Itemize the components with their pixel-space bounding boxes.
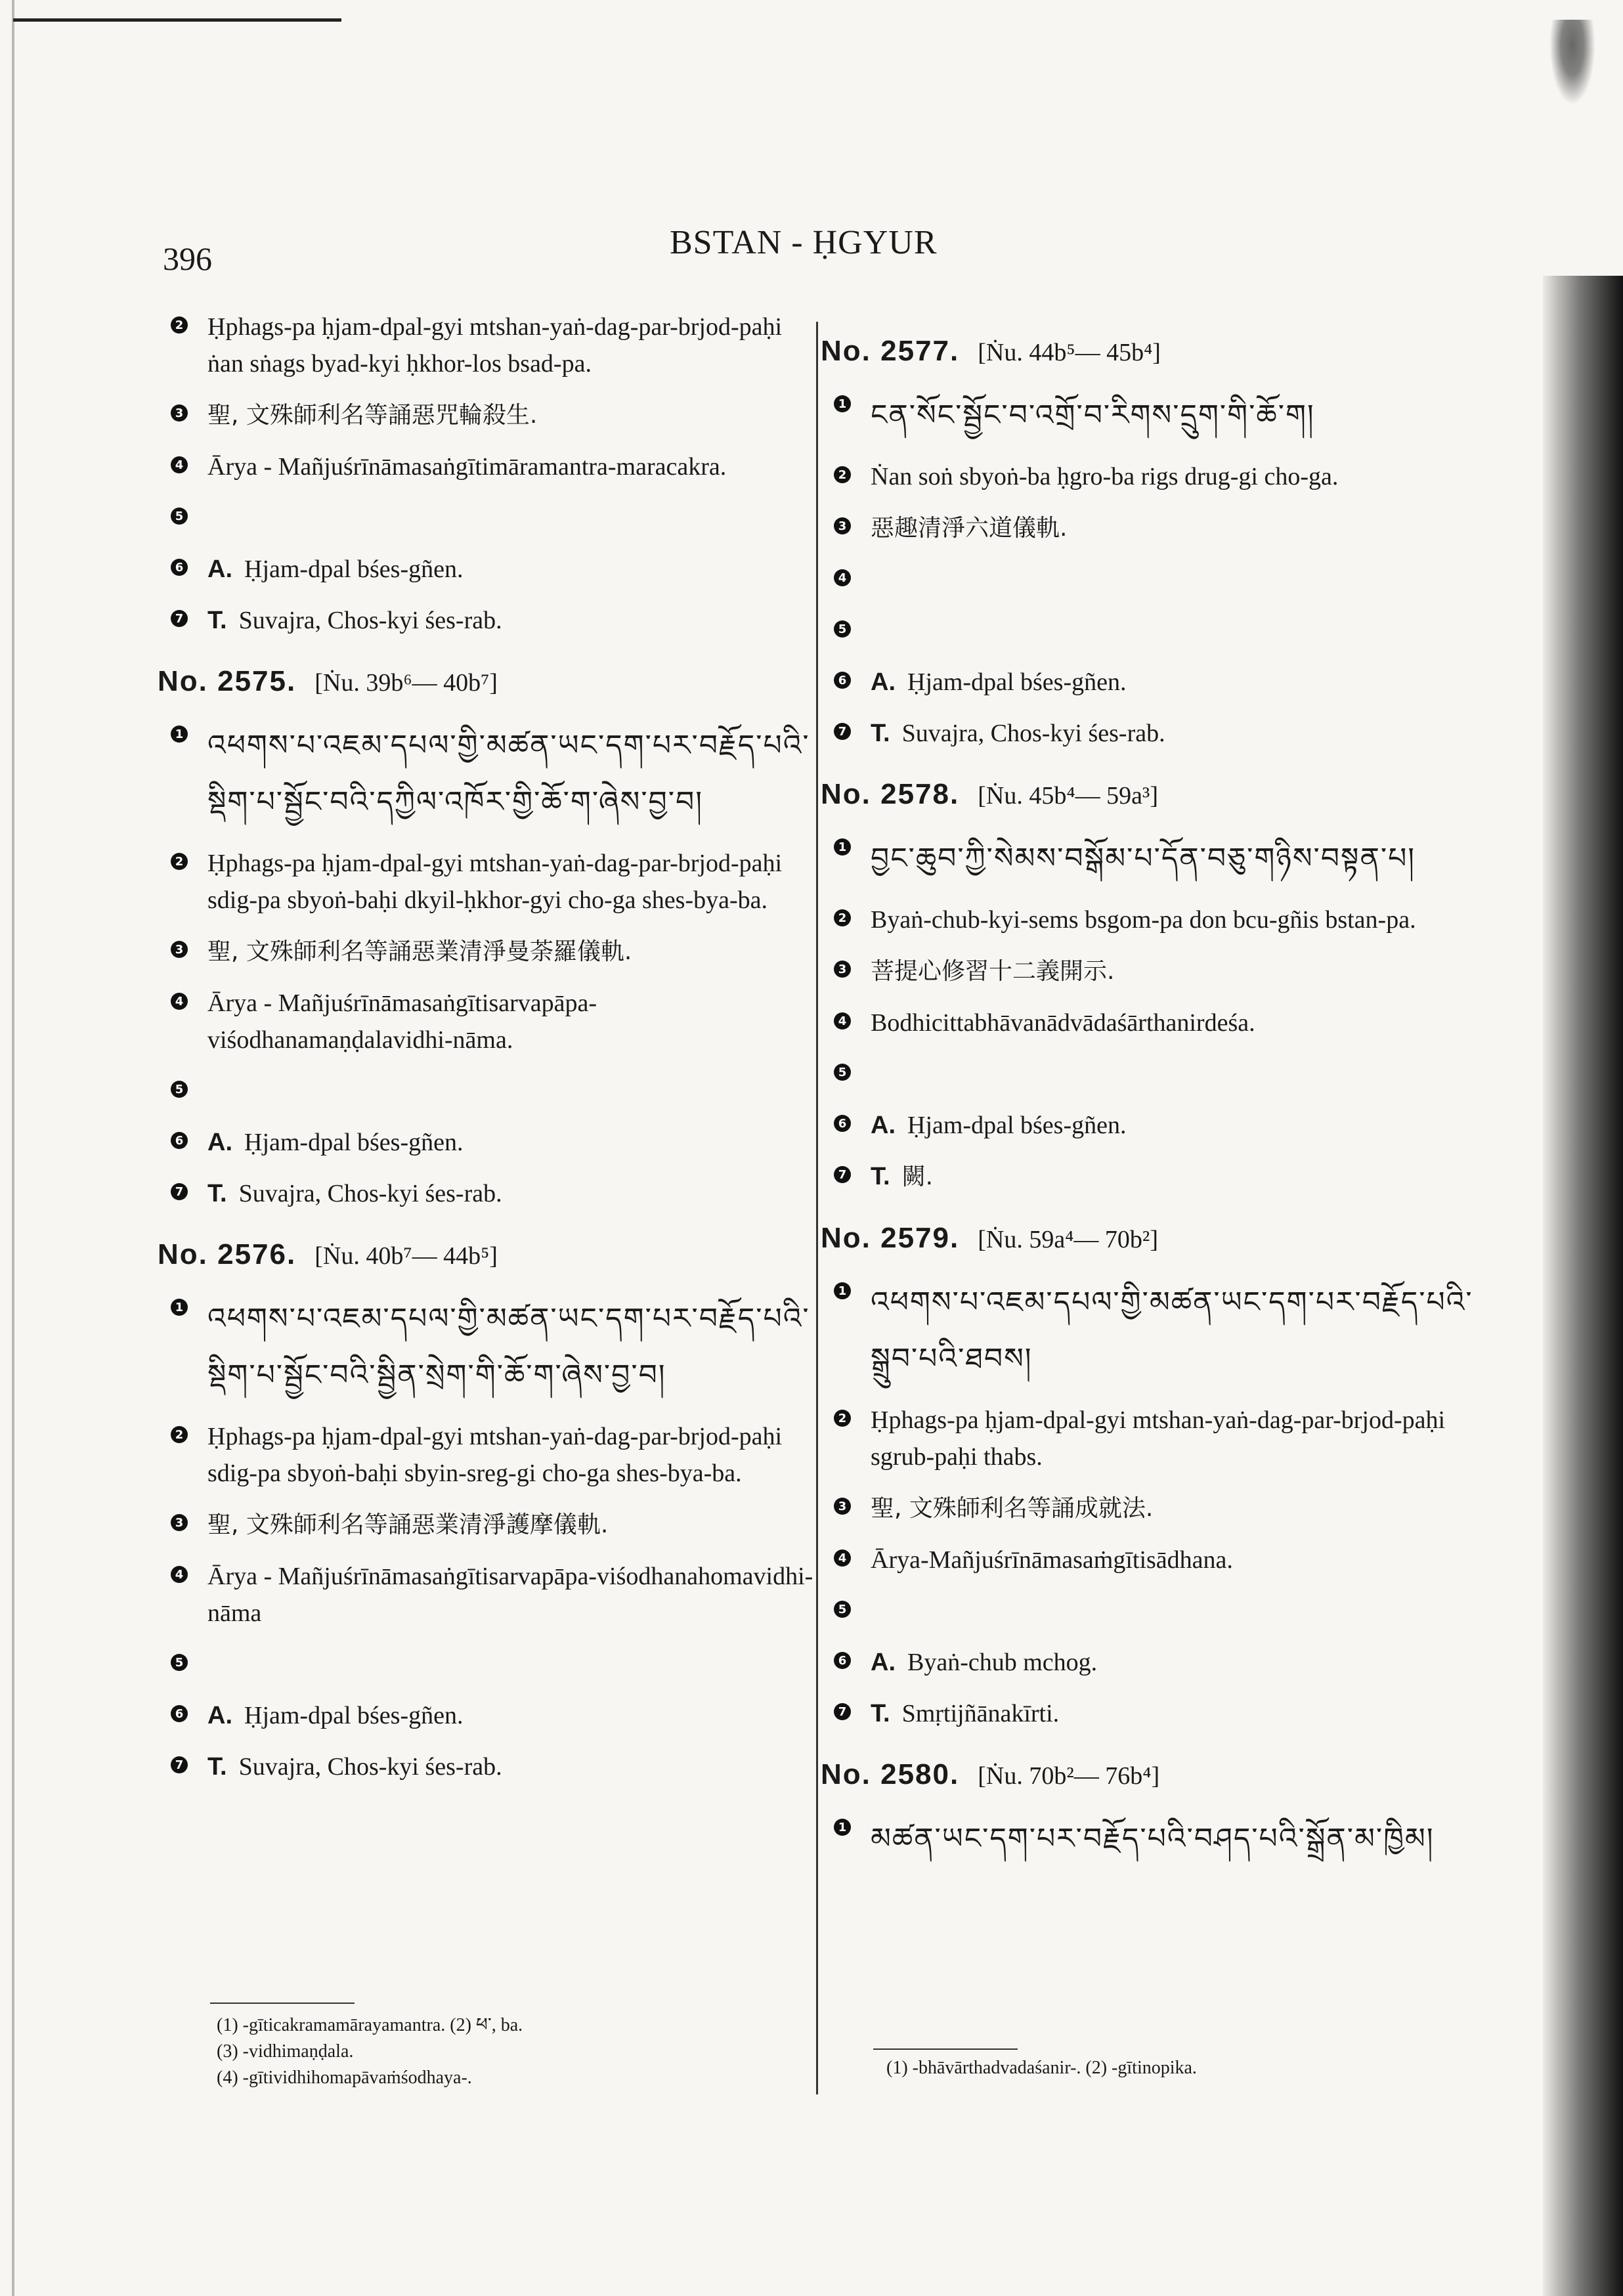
entry-field — [171, 1291, 821, 1404]
field-value: Ḥjam-dpal bśes-gñen. — [907, 1112, 1127, 1139]
entry-number: No. 2579. — [821, 1222, 960, 1254]
scan-mark — [1549, 20, 1595, 105]
footnote: (3) -vidhimaṇḍala. — [217, 2041, 354, 2062]
field-label: T. — [207, 607, 227, 634]
field-number-icon: 2 — [834, 1410, 851, 1427]
entry-field — [834, 1593, 1504, 1630]
field-text — [871, 509, 1504, 547]
field-number-icon: 7 — [834, 723, 851, 740]
field-value: Byaṅ-chub-kyi-sems bsgom-pa don bcu-gñis bstan-pa. — [871, 906, 1416, 934]
entry-field — [171, 1418, 821, 1492]
field-number-icon: 7 — [171, 610, 188, 627]
field-number-icon: 7 — [171, 1183, 188, 1200]
field-label: T. — [871, 1163, 890, 1190]
field-text — [871, 1542, 1504, 1578]
footnotes-right — [886, 2055, 1477, 2081]
field-value: Ḥphags-pa ḥjam-dpal-gyi mtshan-yaṅ-dag-par-brjod-paḥi ṅan sṅags byad-kyi ḥkhor-los bsad-pa. — [207, 313, 783, 378]
field-number-icon: 6 — [834, 672, 851, 689]
entry-field — [834, 509, 1504, 547]
entry-number: No. 2580. — [821, 1758, 960, 1790]
field-text — [207, 1418, 821, 1492]
entry-folio-ref: [Ṅu. 59a⁴— 70b²] — [978, 1226, 1158, 1253]
field-value: Ārya - Mañjuśrīnāmasaṅgītisarvapāpa-viśodhanamaṇḍalavidhi-nāma. — [207, 989, 597, 1054]
entry-field — [834, 1644, 1504, 1681]
field-text — [871, 1490, 1504, 1527]
field-number-icon: 7 — [834, 1703, 851, 1720]
entry-heading — [158, 1238, 821, 1271]
field-value: Ḥphags-pa ḥjam-dpal-gyi mtshan-yaṅ-dag-par-brjod-paḥi sdig-pa sbyoṅ-baḥi sbyin-sreg-gi cho-ga shes-bya-ba. — [207, 1423, 783, 1487]
footnote: (4) -gītividhihomapāvaṁśodhaya-. — [217, 2068, 472, 2088]
entry-number: No. 2575. — [158, 665, 297, 697]
tibetan-title: བྱང་ཆུབ་ཀྱི་སེམས་བསྒོམ་པ་དོན་བཅུ་གཉིས་བསྟན་པ། — [871, 842, 1416, 875]
entry-number: No. 2577. — [821, 335, 960, 367]
entry-number: No. 2576. — [158, 1238, 297, 1270]
field-number-icon: 4 — [171, 993, 188, 1010]
field-number-icon: 1 — [834, 1282, 851, 1299]
field-number-icon: 1 — [834, 395, 851, 412]
field-text — [871, 1402, 1504, 1475]
field-value: Suvajra, Chos-kyi śes-rab. — [238, 1753, 502, 1781]
field-text — [871, 1005, 1504, 1041]
field-number-icon: 3 — [834, 1498, 851, 1515]
entry-field — [834, 1490, 1504, 1527]
tibetan-title: འཕགས་པ་འཇམ་དཔལ་གྱི་མཚན་ཡང་དག་པར་བརྗོད་པའི་སྒྲུབ་པའི་ཐབས། — [871, 1286, 1473, 1375]
page-edge — [12, 0, 14, 2296]
field-number-icon: 3 — [171, 941, 188, 958]
field-label: T. — [871, 1700, 890, 1727]
field-text — [207, 1748, 821, 1785]
field-text — [207, 551, 821, 588]
field-number-icon: 2 — [171, 1426, 188, 1443]
field-value: Ḥjam-dpal bśes-gñen. — [244, 555, 464, 583]
field-number-icon: 4 — [834, 569, 851, 586]
field-number-icon: 5 — [171, 1654, 188, 1671]
entry-field — [171, 1073, 821, 1110]
field-text — [207, 397, 821, 434]
entry-field — [171, 500, 821, 536]
field-number-icon: 3 — [834, 961, 851, 978]
entry-field — [834, 901, 1504, 938]
field-number-icon: 5 — [171, 1081, 188, 1098]
field-value: 闕. — [901, 1163, 934, 1190]
field-text — [207, 1175, 821, 1212]
field-text — [871, 1695, 1504, 1732]
field-text — [207, 845, 821, 919]
entry-number: No. 2578. — [821, 778, 960, 810]
entry-field — [171, 718, 821, 831]
field-label: A. — [871, 668, 896, 696]
entry-field — [834, 664, 1504, 701]
entry-field — [171, 933, 821, 970]
entry-field — [834, 1542, 1504, 1578]
field-number-icon: 2 — [834, 909, 851, 926]
entry-heading — [821, 335, 1504, 368]
field-text — [207, 1646, 821, 1683]
entry-folio-ref: [Ṅu. 44b⁵— 45b⁴] — [978, 339, 1161, 366]
entry-folio-ref: [Ṅu. 45b⁴— 59a³] — [978, 782, 1158, 810]
entry-field — [171, 551, 821, 588]
field-number-icon: 6 — [834, 1652, 851, 1669]
entry-field — [834, 561, 1504, 598]
field-number-icon: 1 — [171, 1299, 188, 1316]
field-text — [207, 500, 821, 536]
field-text — [207, 448, 821, 485]
entry-field — [171, 397, 821, 434]
field-number-icon: 2 — [834, 466, 851, 483]
field-label: T. — [207, 1753, 227, 1781]
field-text — [207, 1558, 821, 1632]
left-column — [158, 309, 821, 1800]
entry-field — [171, 1124, 821, 1161]
field-value: Byaṅ-chub mchog. — [907, 1649, 1098, 1676]
entry-field — [834, 387, 1504, 444]
tibetan-title: འཕགས་པ་འཇམ་དཔལ་གྱི་མཚན་ཡང་དག་པར་བརྗོད་པའི་སྡིག་པ་སྦྱོང་བའི་དཀྱིལ་འཁོར་གྱི་ཆོ་ག་ཞེས་བྱ་བ། — [207, 729, 810, 819]
field-number-icon: 6 — [834, 1115, 851, 1132]
field-value: Ḥjam-dpal bśes-gñen. — [244, 1129, 464, 1156]
field-label: A. — [207, 1702, 232, 1729]
field-value: Suvajra, Chos-kyi śes-rab. — [238, 1180, 502, 1207]
tibetan-title: མཚན་ཡང་དག་པར་བརྗོད་པའི་བཤད་པའི་སྒྲོན་མ་ཁྱིམ། — [871, 1822, 1435, 1855]
field-text — [871, 715, 1504, 752]
footnote-rule-left — [210, 2003, 355, 2004]
field-value: Suvajra, Chos-kyi śes-rab. — [901, 720, 1165, 747]
field-label: T. — [871, 720, 890, 747]
field-text — [871, 1056, 1504, 1093]
field-value: 聖, 文殊師利名等誦惡業清淨曼荼羅儀軌. — [207, 938, 632, 965]
field-value: Suvajra, Chos-kyi śes-rab. — [238, 607, 502, 634]
field-number-icon: 6 — [171, 1705, 188, 1722]
field-label: T. — [207, 1180, 227, 1207]
entry-field — [834, 1158, 1504, 1196]
field-number-icon: 4 — [834, 1012, 851, 1029]
field-text — [871, 561, 1504, 598]
entry-folio-ref: [Ṅu. 70b²— 76b⁴] — [978, 1762, 1160, 1790]
entry-folio-ref: [Ṅu. 39b⁶— 40b⁷] — [314, 669, 498, 697]
field-value: Smṛtijñānakīrti. — [901, 1700, 1060, 1727]
field-value: Ṅan soṅ sbyoṅ-ba ḥgro-ba rigs drug-gi cho-ga. — [871, 463, 1339, 490]
field-text — [871, 953, 1504, 990]
top-rule — [13, 18, 341, 22]
field-number-icon: 6 — [171, 559, 188, 576]
entry-field — [171, 845, 821, 919]
field-text — [207, 602, 821, 639]
field-number-icon: 3 — [171, 1514, 188, 1531]
entry-heading — [821, 1758, 1504, 1791]
field-label: A. — [871, 1649, 896, 1676]
entry-field — [171, 1558, 821, 1632]
entry-folio-ref: [Ṅu. 40b⁷— 44b⁵] — [314, 1242, 498, 1270]
field-number-icon: 7 — [834, 1166, 851, 1183]
field-number-icon: 4 — [171, 456, 188, 473]
field-text — [207, 1506, 821, 1544]
entry-field — [834, 1056, 1504, 1093]
field-text — [871, 1593, 1504, 1630]
field-value: 聖, 文殊師利名等誦成就法. — [871, 1495, 1154, 1522]
field-value: 聖, 文殊師利名等誦惡業清淨護摩儀軌. — [207, 1511, 609, 1538]
field-number-icon: 2 — [171, 316, 188, 334]
field-text — [871, 458, 1504, 495]
entry-field — [171, 448, 821, 485]
field-number-icon: 4 — [171, 1566, 188, 1583]
page-number: 396 — [163, 240, 212, 277]
entry-field — [834, 1811, 1504, 1867]
entry-heading — [821, 778, 1504, 811]
footnote: (1) -gīticakramamārayamantra. (2) ཕ་, ba. — [217, 2015, 523, 2035]
field-text — [207, 1124, 821, 1161]
field-text — [871, 664, 1504, 701]
scan-shadow — [1543, 276, 1623, 2296]
entry-field — [834, 1107, 1504, 1144]
field-value: Ḥphags-pa ḥjam-dpal-gyi mtshan-yaṅ-dag-par-brjod-paḥi sdig-pa sbyoṅ-baḥi dkyil-ḥkhor-gyi cho-ga shes-bya-ba. — [207, 850, 783, 914]
footnote: (1) -bhāvārthadvadaśanir-. (2) -gītinopika. — [886, 2058, 1197, 2078]
entry-field — [834, 1274, 1504, 1387]
field-value: 惡趣清淨六道儀軌. — [871, 515, 1068, 542]
field-text — [871, 1107, 1504, 1144]
right-column — [821, 309, 1504, 1882]
entry-field — [171, 1506, 821, 1544]
field-number-icon: 3 — [171, 404, 188, 422]
field-text — [871, 613, 1504, 649]
field-value: Ḥjam-dpal bśes-gñen. — [244, 1702, 464, 1729]
field-text — [207, 985, 821, 1058]
field-number-icon: 2 — [171, 853, 188, 870]
entry-field — [171, 1175, 821, 1212]
field-text — [871, 1644, 1504, 1681]
field-number-icon: 5 — [834, 620, 851, 638]
field-label: A. — [207, 1129, 232, 1156]
field-value: Ḥjam-dpal bśes-gñen. — [907, 668, 1127, 696]
footnotes-left — [217, 2012, 808, 2091]
field-text — [207, 1697, 821, 1734]
field-number-icon: 1 — [171, 726, 188, 743]
field-number-icon: 5 — [171, 508, 188, 525]
field-number-icon: 4 — [834, 1549, 851, 1567]
field-number-icon: 1 — [834, 838, 851, 856]
field-value: Ḥphags-pa ḥjam-dpal-gyi mtshan-yaṅ-dag-par-brjod-paḥi sgrub-paḥi thabs. — [871, 1406, 1446, 1471]
field-number-icon: 1 — [834, 1819, 851, 1836]
field-value: Ārya - Mañjuśrīnāmasaṅgītisarvapāpa-viśodhanahomavidhi-nāma — [207, 1563, 813, 1627]
entry-field — [834, 458, 1504, 495]
entry-field — [834, 1695, 1504, 1732]
entry-field — [834, 1402, 1504, 1475]
field-text — [207, 1073, 821, 1110]
entry-field — [171, 602, 821, 639]
field-text — [207, 309, 821, 382]
field-text — [207, 933, 821, 970]
field-value: Ārya - Mañjuśrīnāmasaṅgītimāramantra-maracakra. — [207, 453, 727, 481]
field-number-icon: 3 — [834, 517, 851, 534]
field-text — [871, 1158, 1504, 1196]
entry-field — [171, 985, 821, 1058]
entry-field — [834, 953, 1504, 990]
field-value: 菩提心修習十二義開示. — [871, 958, 1115, 985]
field-value: Bodhicittabhāvanādvādaśārthanirdeśa. — [871, 1009, 1255, 1037]
running-head: BSTAN - ḤGYUR — [670, 224, 938, 261]
field-value: 聖, 文殊師利名等誦惡咒輪殺生. — [207, 402, 538, 429]
entry-field — [171, 309, 821, 382]
field-number-icon: 6 — [171, 1132, 188, 1149]
field-label: A. — [871, 1112, 896, 1139]
field-number-icon: 5 — [834, 1064, 851, 1081]
entry-field — [171, 1748, 821, 1785]
entry-heading — [158, 665, 821, 698]
field-label: A. — [207, 555, 232, 583]
entry-field — [834, 715, 1504, 752]
entry-field — [834, 613, 1504, 649]
entry-field — [171, 1697, 821, 1734]
entry-field — [171, 1646, 821, 1683]
footnote-rule-right — [873, 2048, 1018, 2050]
entry-field — [834, 831, 1504, 887]
field-number-icon: 5 — [834, 1601, 851, 1618]
entry-heading — [821, 1222, 1504, 1255]
field-number-icon: 7 — [171, 1756, 188, 1773]
entry-field — [834, 1005, 1504, 1041]
field-text — [871, 901, 1504, 938]
tibetan-title: ངན་སོང་སྦྱོང་བ་འགྲོ་བ་རིགས་དྲུག་གི་ཆོ་ག། — [871, 399, 1315, 432]
field-value: Ārya-Mañjuśrīnāmasaṁgītisādhana. — [871, 1546, 1233, 1574]
tibetan-title: འཕགས་པ་འཇམ་དཔལ་གྱི་མཚན་ཡང་དག་པར་བརྗོད་པའི་སྡིག་པ་སྦྱོང་བའི་སྦྱིན་སྲེག་གི་ཆོ་ག་ཞེས་བྱ་བ། — [207, 1302, 810, 1392]
